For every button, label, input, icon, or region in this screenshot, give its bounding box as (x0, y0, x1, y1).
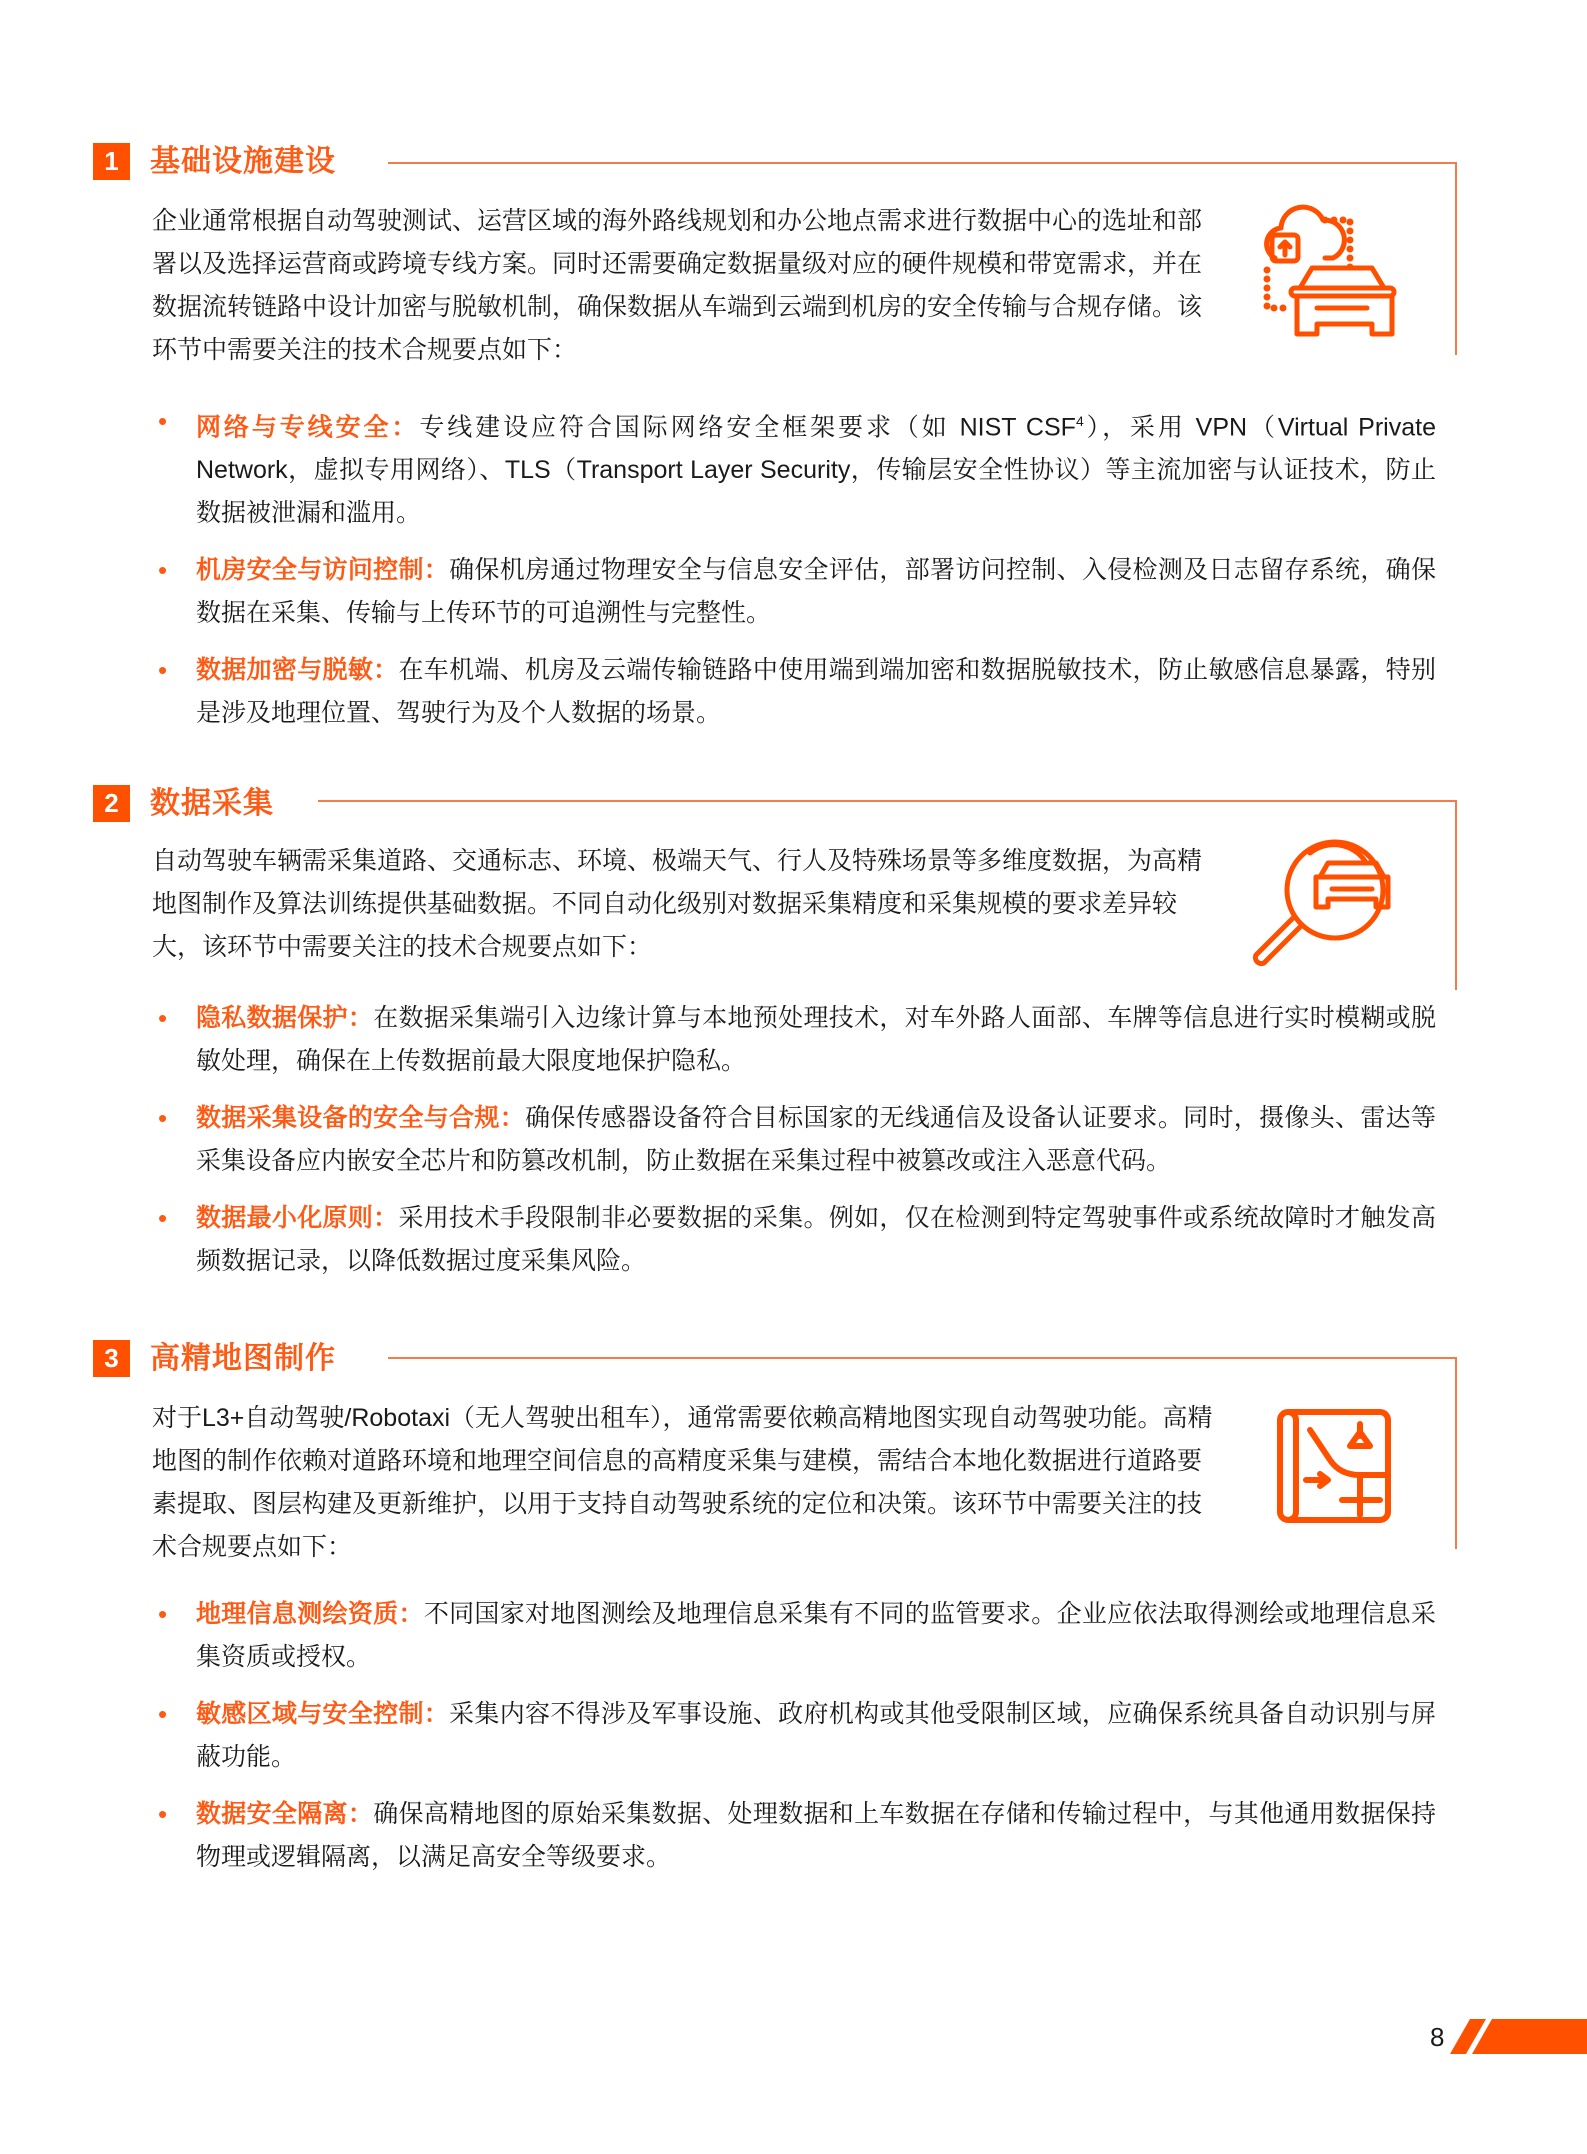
section-border (1455, 162, 1457, 355)
section-number: 2 (93, 785, 130, 822)
cloud-upload-car-icon (1255, 200, 1415, 350)
section-number: 1 (93, 143, 130, 180)
map-route-icon (1270, 1400, 1400, 1530)
bullet-icon: • (158, 1799, 168, 1829)
footnote-ref[interactable]: 4 (1075, 413, 1084, 429)
bullet-text: 在车机端、机房及云端传输链路中使用端到端加密和数据脱敏技术，防止敏感信息暴露，特别是涉及地理位置、驾驶行为及个人数据的场景。 (196, 656, 1436, 728)
bullet-text: 不同国家对地图测绘及地理信息采集有不同的监管要求。企业应依法取得测绘或地理信息采集资质或授权。 (196, 1600, 1436, 1671)
bullet-text: 在数据采集端引入边缘计算与本地预处理技术，对车外路人面部、车牌等信息进行实时模糊或脱敏处理，确保在上传数据前最大限度地保护隐私。 (196, 1004, 1436, 1075)
bullet-text: 确保高精地图的原始采集数据、处理数据和上车数据在存储和传输过程中，与其他通用数据保持物理或逻辑隔离，以满足高安全等级要求。 (196, 1800, 1436, 1871)
section-title: 高精地图制作 (150, 1342, 336, 1375)
bullet-icon: • (158, 555, 168, 586)
bullet-icon: • (158, 1203, 168, 1233)
bullet-lead: 地理信息测绘资质： (196, 1600, 424, 1628)
footer-stripe-decoration (1450, 2019, 1587, 2055)
section-intro: 自动驾驶车辆需采集道路、交通标志、环境、极端天气、行人及特殊场景等多维度数据，为高精地图制作及算法训练提供基础数据。不同自动化级别对数据采集精度和采集规模的要求差异较大，该环节中需要关注的技术合规要点如下： (152, 847, 1203, 961)
list-item (158, 400, 1436, 535)
section-intro: 企业通常根据自动驾驶测试、运营区域的海外路线规划和办公地点需求进行数据中心的选址和部署以及选择运营商或跨境专线方案。同时还需要确定数据量级对应的硬件规模和带宽需求，并在数据流转链路中设计加密与脱敏机制，确保数据从车端到云端到机房的安全传输与合规存储。该环节中需要关注的技术合规要点如下： (152, 207, 1203, 364)
section-divider (388, 162, 1457, 164)
section-divider (388, 1357, 1457, 1359)
bullet-text: 专线建设应符合国际网络安全框架要求（如 NIST CSF (419, 413, 1076, 442)
bullet-lead: 数据安全隔离： (196, 1800, 374, 1828)
list-item (158, 1593, 1436, 1679)
bullet-icon: • (158, 1103, 168, 1133)
section-border (1455, 1357, 1457, 1549)
bullet-text: 采集内容不得涉及军事设施、政府机构或其他受限制区域，应确保系统具备自动识别与屏蔽功能。 (196, 1700, 1436, 1771)
bullet-lead: 数据加密与脱敏： (196, 656, 399, 685)
magnifier-car-icon (1250, 835, 1415, 975)
bullet-text: 采用技术手段限制非必要数据的采集。例如，仅在检测到特定驾驶事件或系统故障时才触发高频数据记录，以降低数据过度采集风险。 (196, 1204, 1436, 1275)
section-intro: 对于L3+自动驾驶/Robotaxi（无人驾驶出租车），通常需要依赖高精地图实现自动驾驶功能。高精地图的制作依赖对道路环境和地理空间信息的高精度采集与建模，需结合本地化数据进行道路要素提取、图层构建及更新维护，以用于支持自动驾驶系统的定位和决策。该环节中需要关注的技术合规要点如下： (152, 1404, 1213, 1561)
list-item (158, 1693, 1436, 1779)
bullet-icon: • (158, 406, 168, 436)
section-title: 基础设施建设 (150, 145, 336, 178)
bullet-icon: • (158, 1003, 168, 1033)
section-number: 3 (93, 1340, 130, 1377)
bullet-lead: 敏感区域与安全控制： (196, 1700, 450, 1728)
bullet-lead: 隐私数据保护： (196, 1004, 374, 1032)
list-item (158, 997, 1436, 1083)
bullet-list (158, 400, 1436, 749)
bullet-lead: 网络与专线安全： (196, 413, 420, 442)
list-item (158, 1793, 1436, 1879)
list-item (158, 649, 1436, 735)
bullet-text: 确保机房通过物理安全与信息安全评估，部署访问控制、入侵检测及日志留存系统，确保数据在采集、传输与上传环节的可追溯性与完整性。 (196, 556, 1436, 628)
bullet-list (158, 1593, 1436, 1893)
page-number: 8 (1430, 2022, 1445, 2052)
list-item (158, 549, 1436, 635)
bullet-icon: • (158, 655, 168, 686)
section-border (1455, 800, 1457, 990)
bullet-lead: 机房安全与访问控制： (196, 556, 450, 585)
bullet-list (158, 997, 1436, 1297)
bullet-text: 确保传感器设备符合目标国家的无线通信及设备认证要求。同时，摄像头、雷达等采集设备应内嵌安全芯片和防篡改机制，防止数据在采集过程中被篡改或注入恶意代码。 (196, 1104, 1436, 1175)
list-item (158, 1197, 1436, 1283)
bullet-lead: 数据最小化原则： (196, 1204, 399, 1232)
bullet-icon: • (158, 1699, 168, 1729)
list-item (158, 1097, 1436, 1183)
bullet-text: ），采用 VPN（Virtual Private Network，虚拟专用网络）、TLS（Transport Layer Security，传输层安全性协议）等主流加密与认证技术，防止数据被泄漏和滥用。 (196, 413, 1436, 528)
bullet-lead: 数据采集设备的安全与合规： (196, 1104, 526, 1132)
section-title: 数据采集 (150, 787, 274, 820)
section-divider (318, 800, 1457, 802)
bullet-icon: • (158, 1599, 168, 1629)
